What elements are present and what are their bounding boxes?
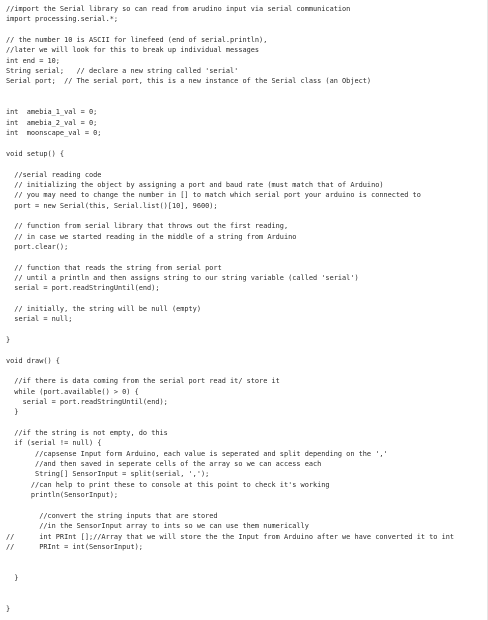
code-line: //later we will look for this to break up individual messages [6, 46, 260, 55]
code-line [6, 294, 454, 304]
code-line: println(SensorInput); [6, 491, 119, 500]
code-line: String[] SensorInput = split(serial, ','); [6, 470, 210, 479]
code-line: } [6, 336, 11, 344]
code-line [6, 345, 454, 355]
code-line: Serial port; // The serial port, this is a new instance of the Serial class (an Object) [6, 77, 372, 86]
code-line: } [6, 408, 19, 417]
code-line [6, 418, 454, 428]
code-line: import processing.serial.*; [6, 15, 119, 24]
code-line: //if the string is not empty, do this [6, 429, 168, 438]
code-line [6, 25, 454, 35]
code-line [6, 97, 454, 107]
code-line: // until a println and then assigns string to our string variable (called 'serial') [6, 273, 359, 282]
code-line [6, 583, 454, 593]
code-line: serial = port.readStringUntil(end); [6, 284, 160, 293]
code-line [6, 252, 454, 262]
code-line: } [6, 573, 19, 582]
code-line: //if there is data coming from the serial port read it/ store it [6, 377, 280, 386]
code-line: //and then saved in seperate cells of the array so we can access each [6, 460, 322, 469]
code-line: port.clear(); [6, 242, 69, 251]
code-line [6, 563, 454, 573]
code-line: // function that reads the string from serial port [6, 263, 222, 272]
code-text[interactable] [6, 4, 454, 614]
code-line: int amebia_1_val = 0; [6, 108, 98, 117]
code-line: void setup() { [6, 149, 65, 158]
code-line: //can help to print these to console at this point to check it's working [6, 480, 330, 489]
code-line: // the number 10 is ASCII for linefeed (end of serial.println), [6, 36, 268, 45]
code-line [6, 325, 454, 335]
code-line: void draw() { [6, 356, 60, 365]
code-line [6, 87, 454, 97]
code-line: // initializing the object by assigning a port and baud rate (must match that of Arduino) [6, 180, 384, 189]
code-line [6, 594, 454, 604]
code-line: // in case we started reading in the middle of a string from Arduino [6, 232, 297, 241]
code-line: int end = 10; [6, 56, 60, 65]
code-line: //serial reading code [6, 170, 102, 179]
code-line: port = new Serial(this, Serial.list()[10], 9600); [6, 201, 218, 210]
code-line [6, 211, 454, 221]
code-line [6, 366, 454, 376]
code-line: String serial; // declare a new string called 'serial' [6, 67, 239, 76]
code-line: serial = port.readStringUntil(end); [6, 398, 168, 407]
code-line: //convert the string inputs that are stored [6, 511, 218, 520]
code-line: // PRInt = int(SensorInput); [6, 542, 143, 551]
code-line: //in the SensorInput array to ints so we can use them numerically [6, 522, 309, 531]
code-line: serial = null; [6, 315, 73, 324]
code-line [6, 159, 454, 169]
code-line [6, 501, 454, 511]
code-line: // int PRInt [];//Array that we will store the the Input from Arduino after we have converted it to int [6, 532, 455, 541]
code-line: // function from serial library that throws out the first reading, [6, 222, 289, 231]
code-line [6, 138, 454, 148]
code-line: int amebia_2_val = 0; [6, 118, 98, 127]
code-line: if (serial != null) { [6, 439, 102, 448]
code-line [6, 552, 454, 562]
code-line: //import the Serial library so can read from arudino input via serial communication [6, 5, 351, 13]
code-line: } [6, 604, 11, 613]
code-line: while (port.available() > 0) { [6, 387, 139, 396]
code-line: // you may need to change the number in [] to match which serial port your arduino is connected to [6, 191, 421, 200]
code-line: // initially, the string will be null (empty) [6, 304, 201, 313]
code-line: int moonscape_val = 0; [6, 129, 102, 138]
code-line: //capsense Input form Arduino, each value is seperated and split depending on the ',' [6, 449, 388, 458]
